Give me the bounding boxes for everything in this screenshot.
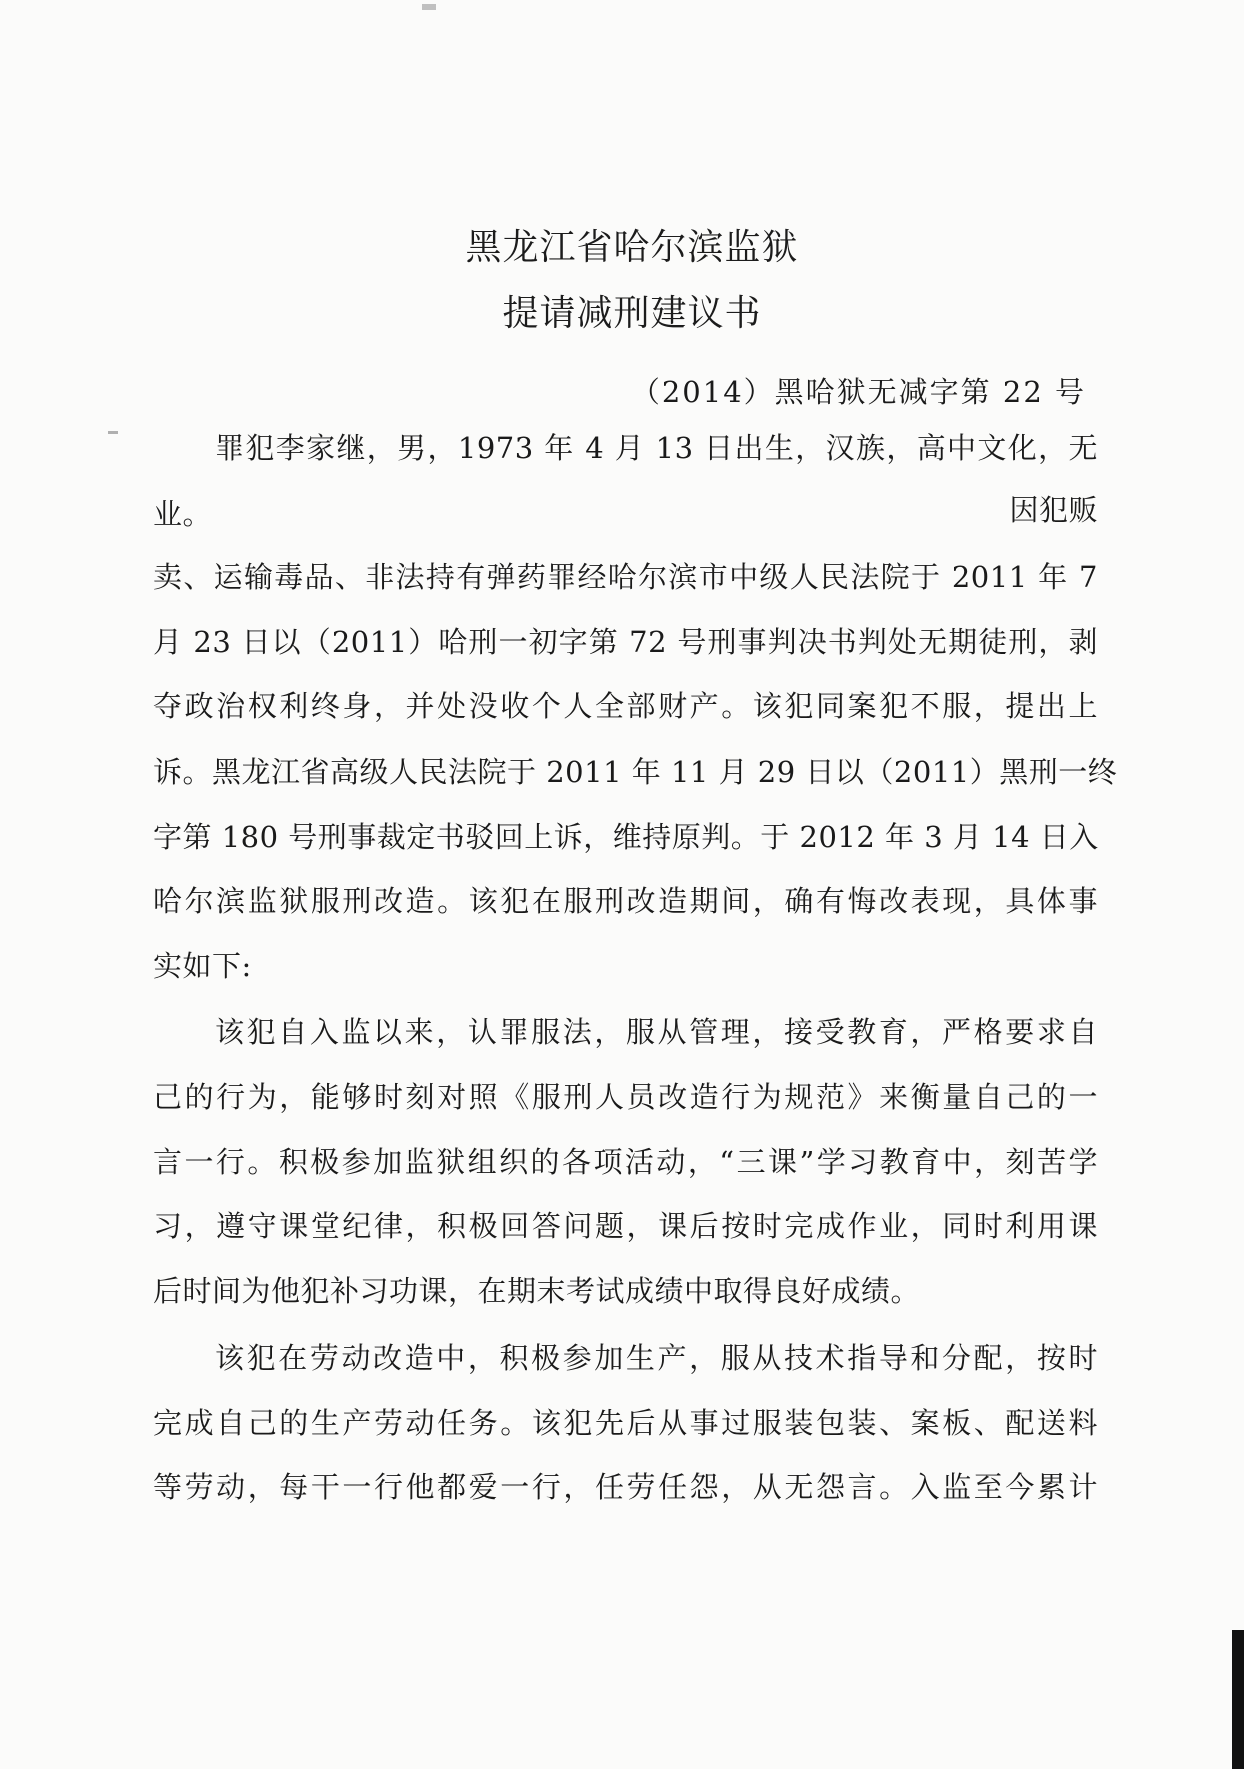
body-line: 夺政治权利终身，并处没收个人全部财产。该犯同案犯不服，提出上 xyxy=(153,689,1098,723)
body-line: 实如下: xyxy=(153,949,252,983)
document-title: 黑龙江省哈尔滨监狱 xyxy=(465,227,799,268)
body-line: 完成自己的生产劳动任务。该犯先后从事过服装包装、案板、配送料 xyxy=(153,1406,1098,1440)
document-number: （2014）黑哈狱无减字第 22 号 xyxy=(630,375,1086,409)
body-line: 己的行为，能够时刻对照《服刑人员改造行为规范》来衡量自己的一 xyxy=(153,1080,1098,1114)
body-line: 罪犯李家继，男，1973 年 4 月 13 日出生，汉族，高中文化，无 xyxy=(215,431,1098,465)
body-line: 诉。黑龙江省高级人民法院于 2011 年 11 月 29 日以（2011）黑刑一终 xyxy=(153,755,1118,789)
body-line: 言一行。积极参加监狱组织的各项活动，“三课”学习教育中，刻苦学 xyxy=(153,1145,1098,1179)
body-line: 字第 180 号刑事裁定书驳回上诉，维持原判。于 2012 年 3 月 14 日入 xyxy=(153,820,1099,854)
body-line: 卖、运输毒品、非法持有弹药罪经哈尔滨市中级人民法院于 2011 年 7 xyxy=(153,560,1098,594)
scan-mark xyxy=(422,4,436,10)
body-line: 该犯自入监以来，认罪服法，服从管理，接受教育，严格要求自 xyxy=(215,1015,1098,1049)
body-line: 后时间为他犯补习功课，在期末考试成绩中取得良好成绩。 xyxy=(153,1274,921,1308)
body-line: 等劳动，每干一行他都爱一行，任劳任怨，从无怨言。入监至今累计 xyxy=(153,1470,1098,1504)
body-line: 该犯在劳动改造中，积极参加生产，服从技术指导和分配，按时 xyxy=(215,1341,1098,1375)
body-line: 业。 xyxy=(153,497,213,531)
body-line: 哈尔滨监狱服刑改造。该犯在服刑改造期间，确有悔改表现，具体事 xyxy=(153,884,1098,918)
body-line: 习，遵守课堂纪律，积极回答问题，课后按时完成作业，同时利用课 xyxy=(153,1209,1098,1243)
body-line: 月 23 日以（2011）哈刑一初字第 72 号刑事判决书判处无期徒刑，剥 xyxy=(153,625,1098,659)
scan-mark xyxy=(108,431,118,434)
body-line: 因犯贩 xyxy=(1009,493,1098,527)
scan-edge-bar xyxy=(1232,1630,1244,1769)
document-subtitle: 提请减刑建议书 xyxy=(502,293,762,334)
